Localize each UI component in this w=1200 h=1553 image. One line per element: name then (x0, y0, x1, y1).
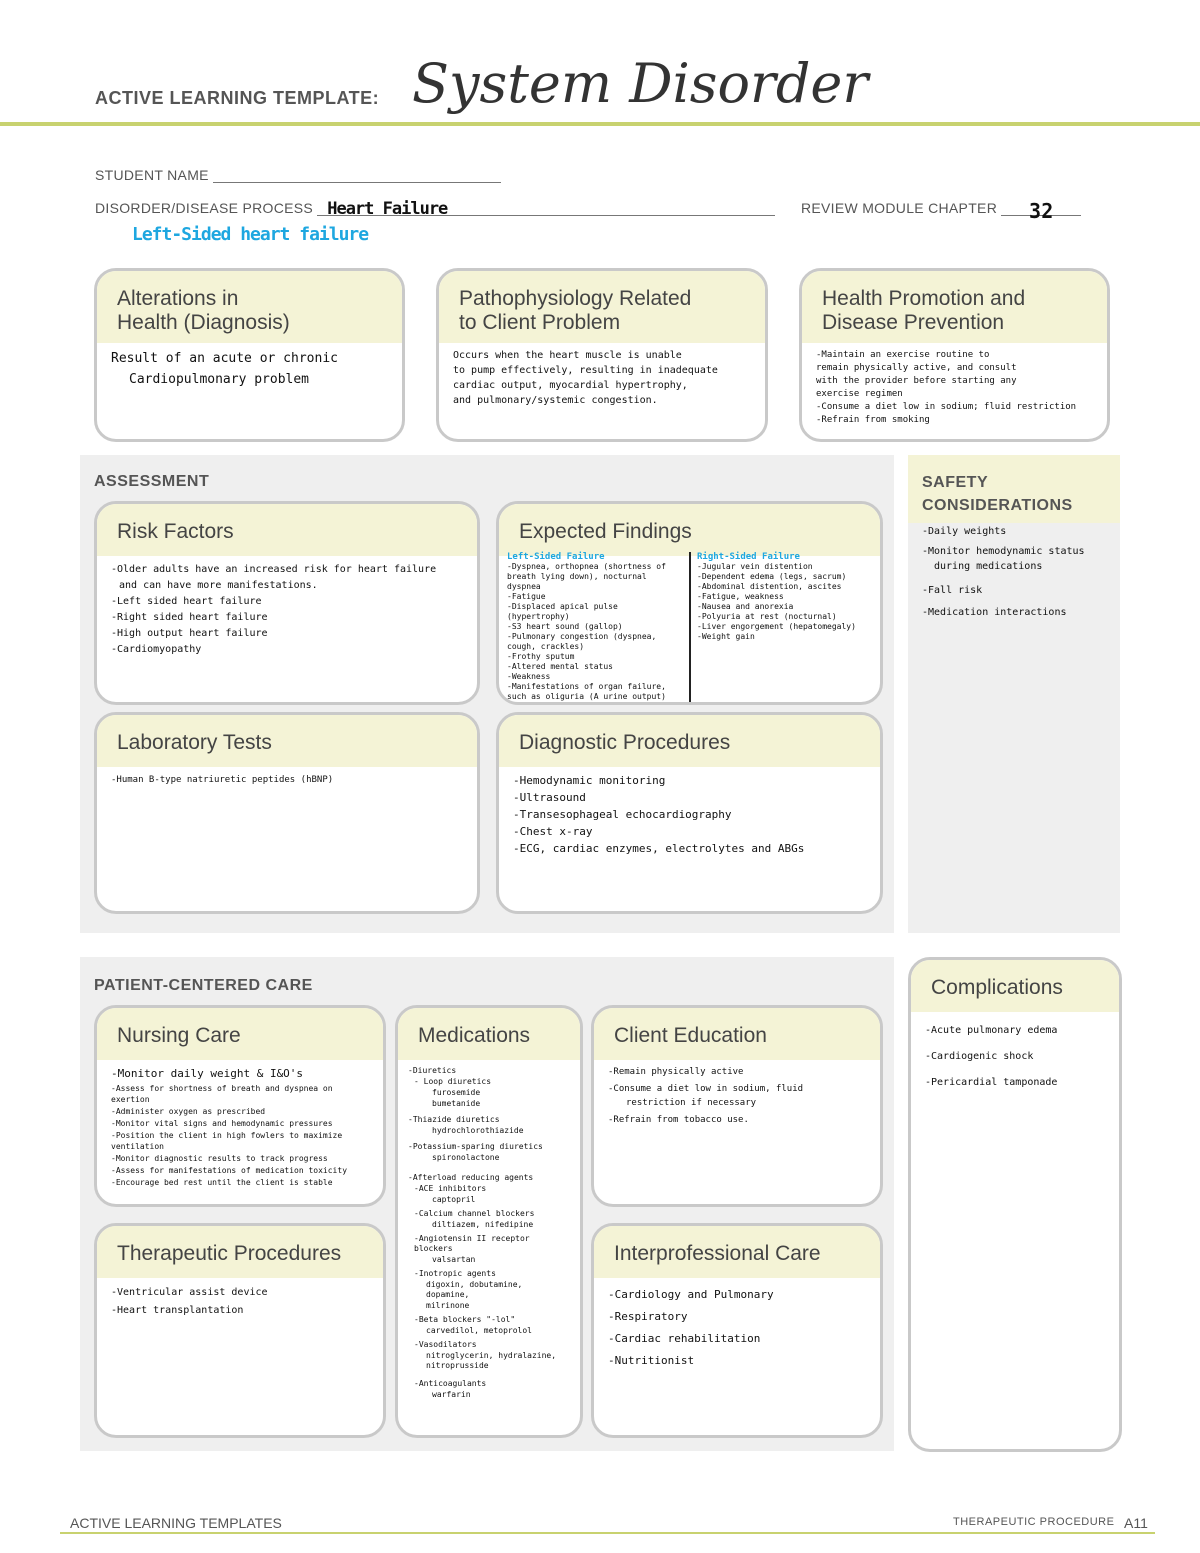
nursing-care-body: -Monitor daily weight & I&O's -Assess for shortness of breath and dyspnea on exertion -Administer oxygen as prescribed -Monitor vital signs and hemodynamic pressures -Position the client in high fowlers to maximize ventilation -Monitor diagnostic results to track progress -Assess for manifestations of medication toxicity -Encourage bed rest until the client is stable (111, 1067, 348, 1187)
health-promotion-card-body: -Maintain an exercise routine to remain physically active, and consult with the provider before starting any exercise regimen -Consume a diet low in sodium; fluid restriction -Refrain from smoking (816, 350, 1077, 425)
safety-body: -Daily weights -Monitor hemodynamic status during medications -Fall risk -Medication interactions (922, 526, 1085, 618)
client-education-body: -Remain physically active -Consume a diet low in sodium, fluid restriction if necessary -Refrain from tobacco use. (608, 1067, 804, 1125)
right-sided-header: Right-Sided Failure (697, 552, 800, 562)
footer-page-number: A11 (1124, 1515, 1148, 1531)
alterations-card-body: Result of an acute or chronic Cardiopulmonary problem (111, 351, 338, 387)
client-education-title: Client Education (594, 1008, 880, 1060)
template-title: System Disorder (412, 52, 869, 115)
assessment-title: ASSESSMENT (94, 473, 210, 490)
diagnostic-procedures-card (496, 712, 883, 914)
subtype-note: Left-Sided heart failure (132, 224, 369, 245)
safety-title: SAFETY CONSIDERATIONS (908, 455, 1120, 523)
expected-findings-card (496, 501, 883, 705)
medications-body: -Diuretics - Loop diuretics furosemide bumetanide -Thiazide diuretics hydrochlorothiazide -Potassium-sparing diuretics spironolactone -Afterload reducing agents -ACE inhibitors captopril -Calcium channel blockers diltiazem, nifedipine -Angiotensin II receptor blockers valsartan -Inotropic agents digoxin, dobutamine, dopamine, milrinone -Beta blockers "-lol" carvedilol, metoprolol -Vasodilators nitroglycerin, hydralazine, nitroprusside -Anticoagulants warfarin (408, 1066, 557, 1399)
disorder-field[interactable]: Heart Failure (317, 199, 775, 216)
nursing-care-title: Nursing Care (97, 1008, 383, 1060)
therapeutic-procedures-title: Therapeutic Procedures (97, 1226, 383, 1278)
laboratory-tests-title: Laboratory Tests (97, 715, 477, 767)
pathophysiology-card-title: Pathophysiology Related to Client Problem (439, 271, 765, 343)
nursing-care-card (94, 1005, 386, 1207)
student-name-label: STUDENT NAME (95, 167, 209, 183)
pathophysiology-card-body: Occurs when the heart muscle is unable to pump effectively, resulting in inadequate cardiac output, myocardial hypertrophy, and pulmonary/systemic congestion. (453, 350, 718, 406)
student-name-field[interactable] (213, 166, 501, 183)
interprofessional-care-body: -Cardiology and Pulmonary -Respiratory -Cardiac rehabilitation -Nutritionist (608, 1288, 774, 1367)
risk-factors-body: -Older adults have an increased risk for heart failure and can have more manifestations. -Left sided heart failure -Right sided heart failure -High output heart failure -Cardiomyopathy (111, 564, 437, 655)
chapter-row (801, 199, 1081, 223)
right-sided-findings: Right-Sided Failure -Jugular vein distention -Dependent edema (legs, sacrum) -Abdominal distention, ascites -Fatigue, weakness -Nausea and anorexia -Polyuria at rest (nocturnal) -Liver engorgement (hepatomegaly) -Weight gain (697, 552, 873, 642)
interprofessional-care-title: Interprofessional Care (594, 1226, 880, 1278)
left-sided-findings: Left-Sided Failure -Dyspnea, orthopnea (shortness of breath lying down), nocturnal dyspnea -Fatigue -Displaced apical pulse (hypertrophy) -S3 heart sound (gallop) -Pulmonary congestion (dyspnea, cough, crackles) -Frothy sputum -Altered mental status -Weakness -Manifestations of organ failure, such as oliguria (A urine output) (507, 552, 685, 702)
footer-divider (60, 1532, 1155, 1534)
laboratory-tests-body: -Human B-type natriuretic peptides (hBNP) (111, 775, 334, 785)
client-education-card (591, 1005, 883, 1207)
template-label: ACTIVE LEARNING TEMPLATE: (95, 88, 380, 108)
diagnostic-procedures-title: Diagnostic Procedures (499, 715, 880, 767)
pathophysiology-card (436, 268, 768, 442)
medications-card (395, 1005, 583, 1438)
patient-care-title: PATIENT-CENTERED CARE (94, 977, 313, 994)
complications-title: Complications (911, 960, 1119, 1012)
disorder-row (95, 199, 775, 219)
footer-left: ACTIVE LEARNING TEMPLATES (70, 1515, 282, 1531)
findings-divider (689, 552, 691, 702)
disorder-label: DISORDER/DISEASE PROCESS (95, 200, 314, 216)
chapter-field[interactable]: 32 (1001, 199, 1081, 216)
safety-panel (908, 455, 1120, 933)
alterations-card-title: Alterations in Health (Diagnosis) (97, 271, 402, 343)
risk-factors-card (94, 501, 480, 705)
student-name-row (95, 166, 501, 183)
therapeutic-procedures-body: -Ventricular assist device -Heart transplantation (111, 1287, 268, 1316)
laboratory-tests-card (94, 712, 480, 914)
diagnostic-procedures-body: -Hemodynamic monitoring -Ultrasound -Transesophageal echocardiography -Chest x-ray -ECG, cardiac enzymes, electrolytes and ABGs (513, 774, 805, 855)
therapeutic-procedures-card (94, 1223, 386, 1438)
complications-card (908, 957, 1122, 1452)
alterations-card (94, 268, 405, 442)
expected-findings-title: Expected Findings (499, 504, 880, 556)
chapter-label: REVIEW MODULE CHAPTER (801, 200, 998, 216)
complications-body: -Acute pulmonary edema -Cardiogenic shock -Pericardial tamponade (925, 1025, 1058, 1088)
medications-title: Medications (398, 1008, 580, 1060)
health-promotion-card (799, 268, 1110, 442)
left-sided-header: Left-Sided Failure (507, 552, 605, 562)
footer-section-label: THERAPEUTIC PROCEDURE (953, 1516, 1115, 1528)
interprofessional-care-card (591, 1223, 883, 1438)
health-promotion-card-title: Health Promotion and Disease Prevention (802, 271, 1107, 343)
risk-factors-title: Risk Factors (97, 504, 477, 556)
header-divider (0, 122, 1200, 126)
